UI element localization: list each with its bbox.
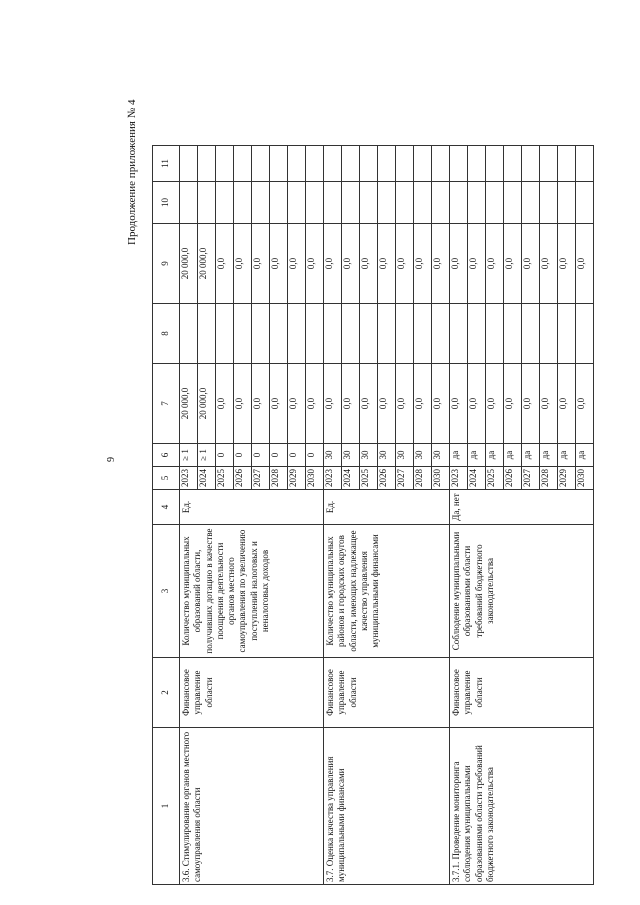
regional-funding-cell: 0,0 — [396, 224, 414, 304]
indicator-value-cell: да — [450, 444, 468, 467]
unit-cell: Ед. — [324, 490, 450, 525]
empty-cell — [270, 182, 288, 224]
empty-cell — [540, 146, 558, 182]
empty-cell — [288, 182, 306, 224]
indicator-value-cell: 30 — [432, 444, 450, 467]
empty-cell — [504, 182, 522, 224]
empty-cell — [288, 304, 306, 364]
indicator-value-cell: 30 — [396, 444, 414, 467]
empty-cell — [414, 146, 432, 182]
empty-cell — [378, 304, 396, 364]
empty-cell — [540, 182, 558, 224]
empty-cell — [558, 146, 576, 182]
empty-cell — [324, 182, 342, 224]
empty-cell — [378, 182, 396, 224]
indicator-value-cell: 0 — [288, 444, 306, 467]
year-cell: 2030 — [306, 467, 324, 490]
measure-cell: 3.7.1. Проведение мониторинга соблюдения муниципальными образованиями области требований бюджетного законодательства — [450, 728, 594, 885]
empty-cell — [432, 304, 450, 364]
executor-cell: Финансовое управление области — [324, 658, 450, 728]
regional-funding-cell: 0,0 — [468, 224, 486, 304]
empty-cell — [270, 304, 288, 364]
regional-funding-cell: 0,0 — [522, 224, 540, 304]
year-cell: 2029 — [558, 467, 576, 490]
continuation-title: Продолжение приложения № 4 — [126, 99, 138, 245]
total-funding-cell: 0,0 — [576, 364, 594, 444]
total-funding-cell: 0,0 — [252, 364, 270, 444]
regional-funding-cell: 0,0 — [414, 224, 432, 304]
indicator-value-cell: 0 — [216, 444, 234, 467]
total-funding-cell: 0,0 — [522, 364, 540, 444]
indicator-value-cell: 0 — [270, 444, 288, 467]
empty-cell — [324, 304, 342, 364]
empty-cell — [522, 182, 540, 224]
empty-cell — [216, 146, 234, 182]
indicator-cell: Количество муниципальных районов и городских округов области, имеющих надлежащее качество управления муниципальными финансами — [324, 525, 450, 658]
empty-cell — [234, 304, 252, 364]
column-header: 6 — [153, 444, 180, 467]
indicator-value-cell: да — [468, 444, 486, 467]
total-funding-cell: 0,0 — [432, 364, 450, 444]
total-funding-cell: 0,0 — [270, 364, 288, 444]
regional-funding-cell: 0,0 — [342, 224, 360, 304]
year-cell: 2026 — [378, 467, 396, 490]
column-header: 1 — [153, 728, 180, 885]
empty-cell — [396, 182, 414, 224]
empty-cell — [306, 304, 324, 364]
regional-funding-cell: 0,0 — [234, 224, 252, 304]
total-funding-cell: 0,0 — [342, 364, 360, 444]
empty-cell — [558, 304, 576, 364]
empty-cell — [396, 304, 414, 364]
measure-cell: 3.7. Оценка качества управления муниципальными финансами — [324, 728, 450, 885]
regional-funding-cell: 0,0 — [504, 224, 522, 304]
indicator-value-cell: 0 — [234, 444, 252, 467]
column-header: 4 — [153, 490, 180, 525]
empty-cell — [432, 146, 450, 182]
year-cell: 2030 — [576, 467, 594, 490]
indicator-value-cell: 0 — [306, 444, 324, 467]
empty-cell — [576, 182, 594, 224]
executor-cell: Финансовое управление области — [180, 658, 324, 728]
empty-cell — [540, 304, 558, 364]
empty-cell — [450, 146, 468, 182]
empty-cell — [486, 304, 504, 364]
year-cell: 2024 — [468, 467, 486, 490]
year-cell: 2025 — [486, 467, 504, 490]
empty-cell — [342, 182, 360, 224]
empty-cell — [270, 146, 288, 182]
column-header: 9 — [153, 224, 180, 304]
year-cell: 2024 — [342, 467, 360, 490]
year-cell: 2028 — [540, 467, 558, 490]
empty-cell — [576, 146, 594, 182]
regional-funding-cell: 0,0 — [558, 224, 576, 304]
empty-cell — [414, 182, 432, 224]
empty-cell — [432, 182, 450, 224]
total-funding-cell: 0,0 — [378, 364, 396, 444]
indicator-value-cell: ≥ 1 — [198, 444, 216, 467]
year-cell: 2029 — [288, 467, 306, 490]
empty-cell — [558, 182, 576, 224]
table-row — [324, 146, 342, 885]
year-cell: 2028 — [414, 467, 432, 490]
column-header: 11 — [153, 146, 180, 182]
empty-cell — [288, 146, 306, 182]
regional-funding-cell: 0,0 — [306, 224, 324, 304]
regional-funding-cell: 0,0 — [540, 224, 558, 304]
indicator-value-cell: да — [504, 444, 522, 467]
column-header: 8 — [153, 304, 180, 364]
page-number: 9 — [106, 457, 117, 462]
year-cell: 2025 — [360, 467, 378, 490]
total-funding-cell: 0,0 — [486, 364, 504, 444]
year-cell: 2023 — [180, 467, 198, 490]
empty-cell — [396, 146, 414, 182]
empty-cell — [504, 304, 522, 364]
indicator-value-cell: 30 — [378, 444, 396, 467]
indicator-value-cell: 0 — [252, 444, 270, 467]
regional-funding-cell: 0,0 — [252, 224, 270, 304]
year-cell: 2023 — [450, 467, 468, 490]
total-funding-cell: 0,0 — [468, 364, 486, 444]
empty-cell — [198, 146, 216, 182]
year-cell: 2027 — [396, 467, 414, 490]
empty-cell — [450, 304, 468, 364]
indicator-value-cell: 30 — [414, 444, 432, 467]
empty-cell — [414, 304, 432, 364]
year-cell: 2028 — [270, 467, 288, 490]
indicator-value-cell: да — [486, 444, 504, 467]
total-funding-cell: 0,0 — [216, 364, 234, 444]
table-row — [180, 146, 198, 885]
total-funding-cell: 0,0 — [306, 364, 324, 444]
regional-funding-cell: 0,0 — [288, 224, 306, 304]
empty-cell — [180, 146, 198, 182]
unit-cell: Да, нет — [450, 490, 594, 525]
empty-cell — [342, 304, 360, 364]
measure-cell: 3.6. Стимулирование органов местного самоуправления области — [180, 728, 324, 885]
empty-cell — [306, 182, 324, 224]
header-row — [153, 146, 180, 885]
total-funding-cell: 0,0 — [450, 364, 468, 444]
empty-cell — [486, 146, 504, 182]
regional-funding-cell: 20 000,0 — [180, 224, 198, 304]
column-header: 2 — [153, 658, 180, 728]
executor-cell: Финансовое управление области — [450, 658, 594, 728]
indicator-value-cell: да — [540, 444, 558, 467]
empty-cell — [468, 182, 486, 224]
total-funding-cell: 0,0 — [288, 364, 306, 444]
column-header: 7 — [153, 364, 180, 444]
empty-cell — [360, 182, 378, 224]
total-funding-cell: 20 000,0 — [198, 364, 216, 444]
empty-cell — [522, 304, 540, 364]
indicator-value-cell: да — [522, 444, 540, 467]
indicator-cell: Соблюдение муниципальными образованиями области требований бюджетного законодательства — [450, 525, 594, 658]
regional-funding-cell: 0,0 — [360, 224, 378, 304]
regional-funding-cell: 0,0 — [378, 224, 396, 304]
indicator-value-cell: да — [558, 444, 576, 467]
indicator-cell: Количество муниципальных образований области, получивших дотацию в качестве поощрения деятельности органов местного самоуправления по увеличению поступлений налоговых и неналоговых доходов — [180, 525, 324, 658]
regional-funding-cell: 0,0 — [324, 224, 342, 304]
appendix-table — [152, 145, 594, 885]
indicator-value-cell: 30 — [324, 444, 342, 467]
regional-funding-cell: 0,0 — [216, 224, 234, 304]
empty-cell — [252, 182, 270, 224]
empty-cell — [216, 304, 234, 364]
column-header: 3 — [153, 525, 180, 658]
year-cell: 2027 — [522, 467, 540, 490]
year-cell: 2027 — [252, 467, 270, 490]
table-row — [450, 146, 468, 885]
regional-funding-cell: 0,0 — [450, 224, 468, 304]
empty-cell — [360, 304, 378, 364]
empty-cell — [252, 304, 270, 364]
empty-cell — [306, 146, 324, 182]
total-funding-cell: 0,0 — [234, 364, 252, 444]
indicator-value-cell: ≥ 1 — [180, 444, 198, 467]
year-cell: 2025 — [216, 467, 234, 490]
unit-cell: Ед. — [180, 490, 324, 525]
regional-funding-cell: 20 000,0 — [198, 224, 216, 304]
empty-cell — [486, 182, 504, 224]
year-cell: 2030 — [432, 467, 450, 490]
indicator-value-cell: 30 — [360, 444, 378, 467]
year-cell: 2026 — [234, 467, 252, 490]
total-funding-cell: 0,0 — [414, 364, 432, 444]
total-funding-cell: 0,0 — [558, 364, 576, 444]
column-header: 10 — [153, 182, 180, 224]
empty-cell — [360, 146, 378, 182]
empty-cell — [180, 304, 198, 364]
empty-cell — [504, 146, 522, 182]
indicator-value-cell: да — [576, 444, 594, 467]
empty-cell — [234, 146, 252, 182]
empty-cell — [180, 182, 198, 224]
empty-cell — [252, 146, 270, 182]
indicator-value-cell: 30 — [342, 444, 360, 467]
empty-cell — [468, 304, 486, 364]
empty-cell — [198, 182, 216, 224]
column-header: 5 — [153, 467, 180, 490]
regional-funding-cell: 0,0 — [486, 224, 504, 304]
year-cell: 2026 — [504, 467, 522, 490]
year-cell: 2023 — [324, 467, 342, 490]
empty-cell — [342, 146, 360, 182]
empty-cell — [378, 146, 396, 182]
empty-cell — [234, 182, 252, 224]
regional-funding-cell: 0,0 — [576, 224, 594, 304]
empty-cell — [324, 146, 342, 182]
total-funding-cell: 0,0 — [396, 364, 414, 444]
empty-cell — [198, 304, 216, 364]
regional-funding-cell: 0,0 — [270, 224, 288, 304]
total-funding-cell: 0,0 — [324, 364, 342, 444]
empty-cell — [468, 146, 486, 182]
year-cell: 2024 — [198, 467, 216, 490]
total-funding-cell: 0,0 — [540, 364, 558, 444]
empty-cell — [216, 182, 234, 224]
total-funding-cell: 20 000,0 — [180, 364, 198, 444]
total-funding-cell: 0,0 — [360, 364, 378, 444]
empty-cell — [522, 146, 540, 182]
empty-cell — [576, 304, 594, 364]
total-funding-cell: 0,0 — [504, 364, 522, 444]
regional-funding-cell: 0,0 — [432, 224, 450, 304]
empty-cell — [450, 182, 468, 224]
